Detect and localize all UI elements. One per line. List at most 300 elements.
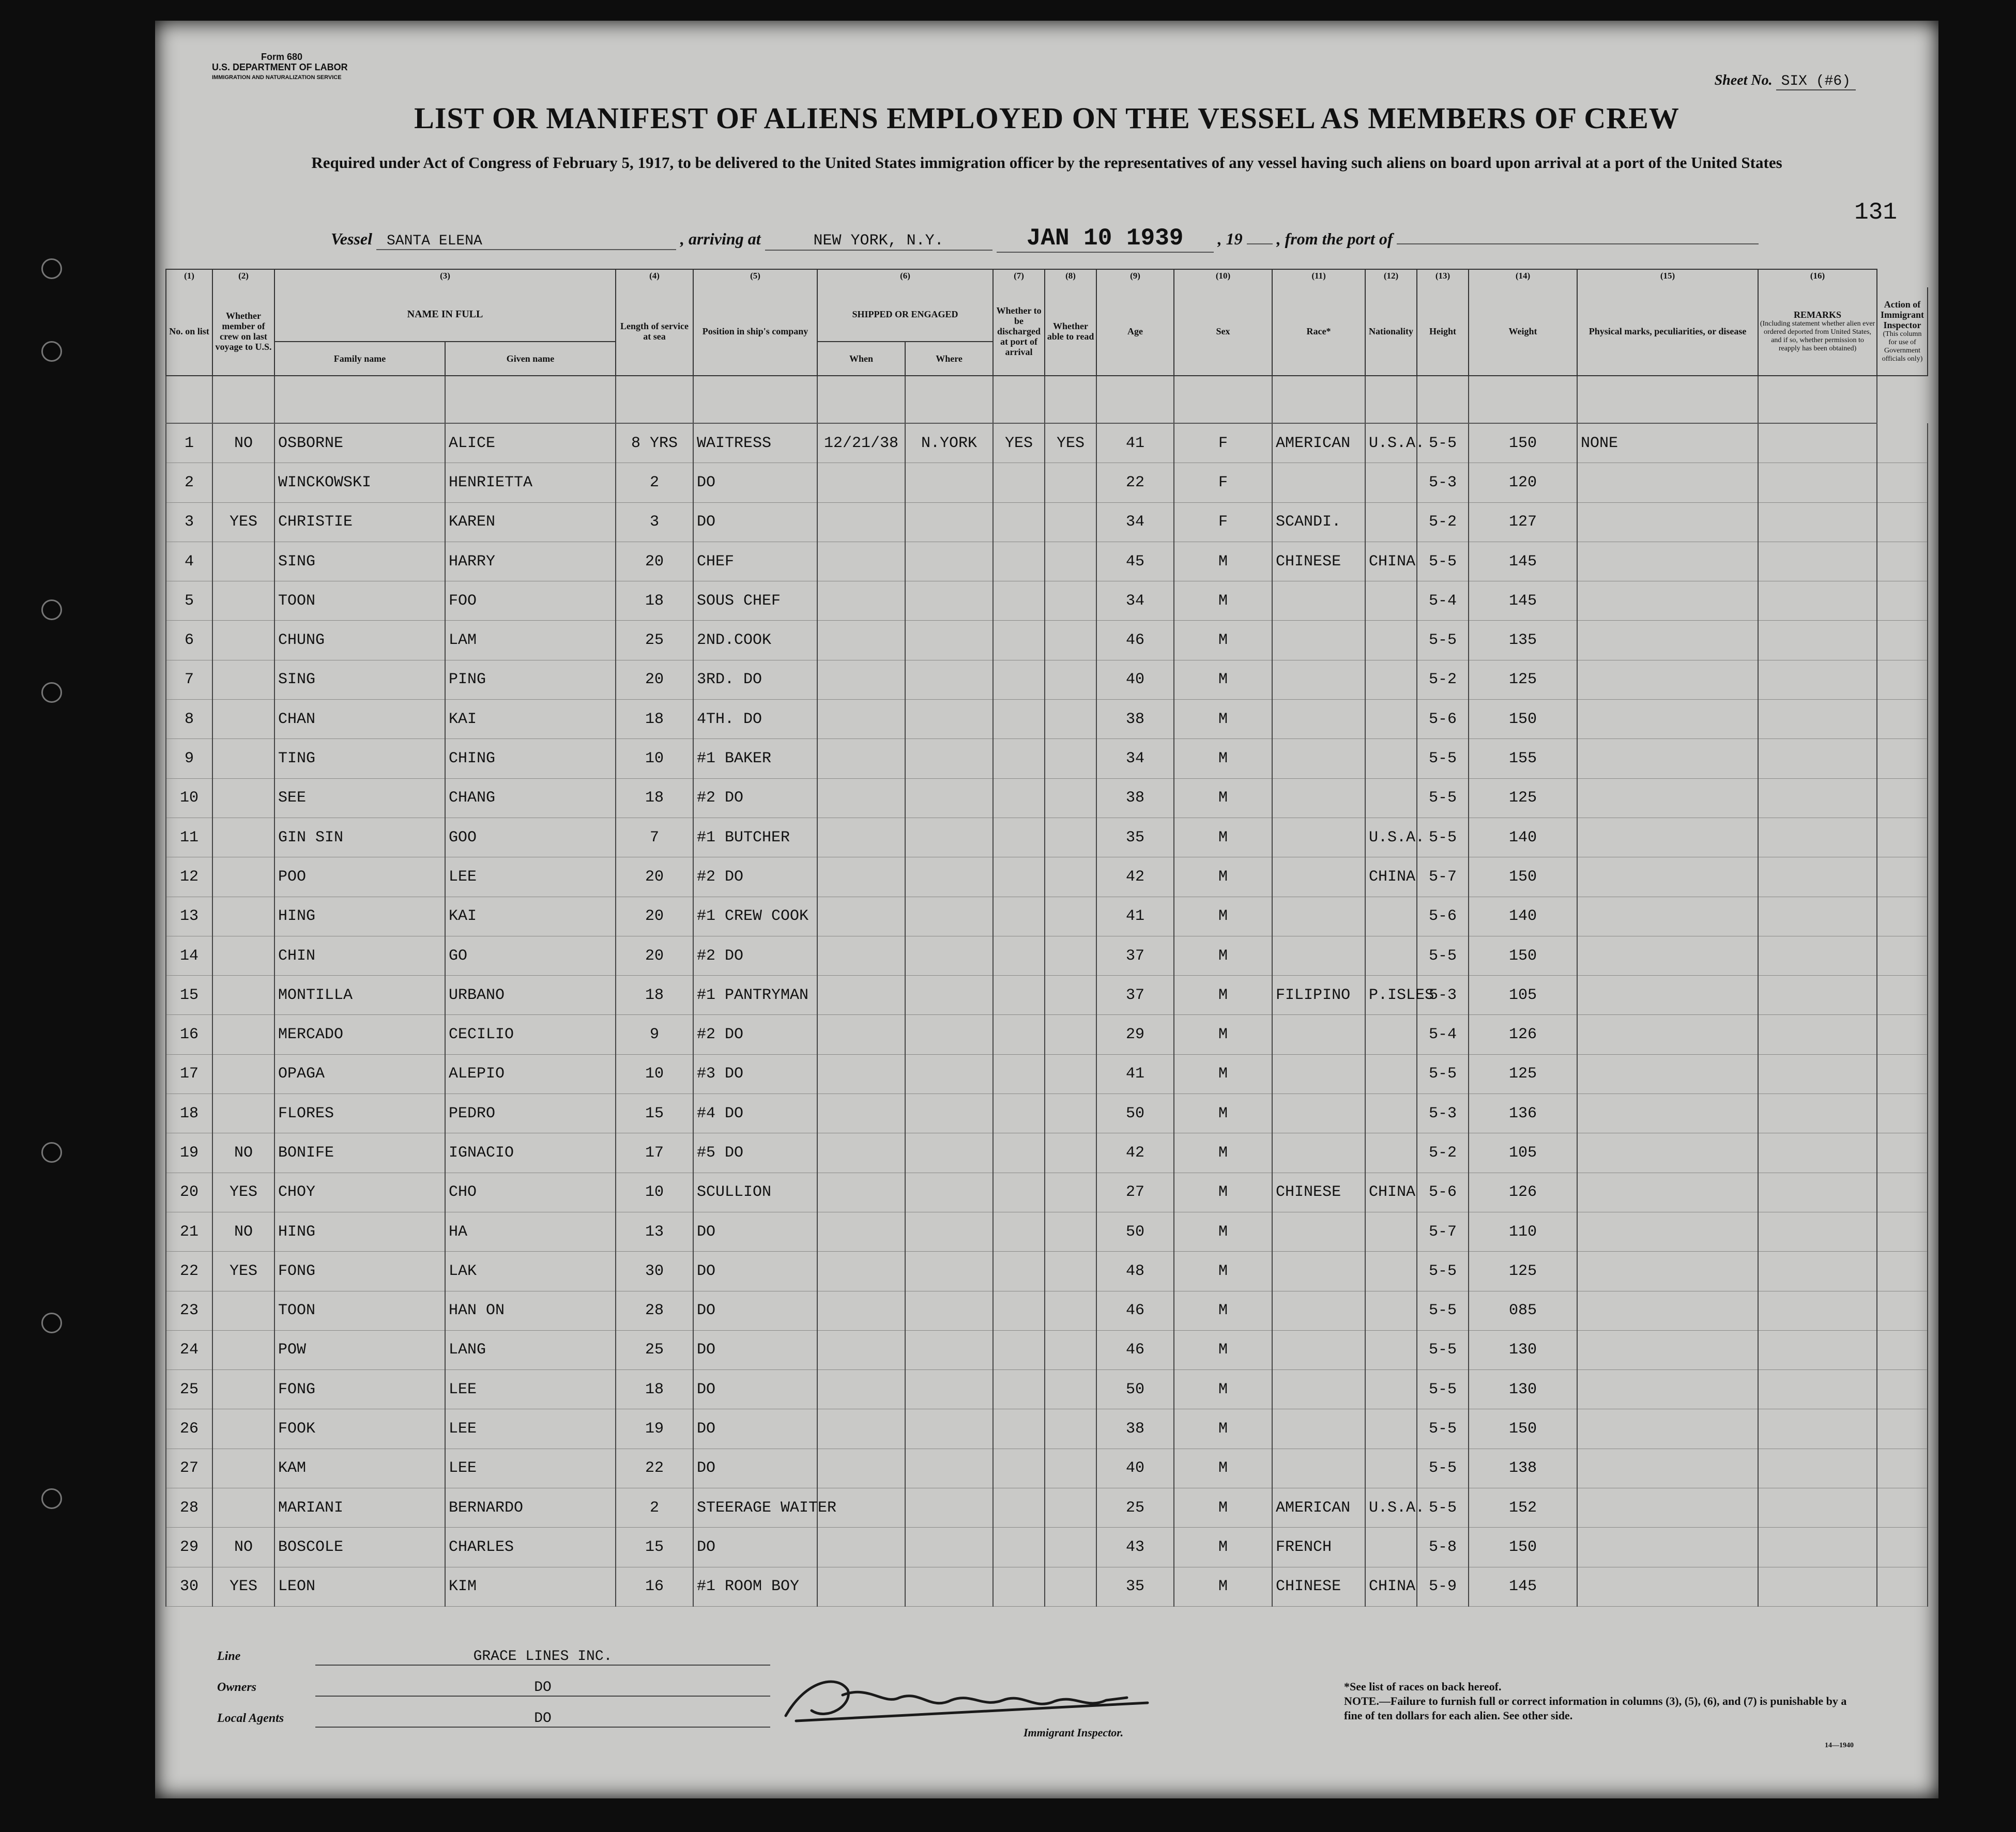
position-cell: DO xyxy=(693,1330,817,1369)
shipped-when-cell xyxy=(817,936,905,975)
weight-cell: 085 xyxy=(1469,1291,1577,1330)
owners-field xyxy=(217,1680,786,1697)
shipped-where-cell xyxy=(905,1094,993,1133)
sex-cell: M xyxy=(1174,700,1272,739)
to-be-discharged-cell xyxy=(993,502,1045,542)
member-last-voyage-cell: YES xyxy=(212,1173,274,1212)
remarks-cell xyxy=(1758,1054,1877,1094)
length-of-service-cell: 22 xyxy=(616,1449,693,1488)
col-marks-header: Physical marks, peculiarities, or disease xyxy=(1577,287,1758,376)
weight-cell: 126 xyxy=(1469,1015,1577,1054)
able-to-read-cell xyxy=(1045,1133,1096,1173)
weight-cell: 130 xyxy=(1469,1330,1577,1369)
sex-cell: M xyxy=(1174,1054,1272,1094)
inspector-action-cell xyxy=(1877,1488,1928,1528)
height-cell: 5-3 xyxy=(1417,976,1469,1015)
length-of-service-cell: 8 YRS xyxy=(616,423,693,463)
sex-cell: M xyxy=(1174,1409,1272,1449)
family-name-cell: TING xyxy=(274,739,445,778)
position-cell: DO xyxy=(693,1449,817,1488)
given-name-cell: GOO xyxy=(445,818,616,857)
col-family-header: Family name xyxy=(274,342,445,376)
binder-hole xyxy=(41,1313,62,1333)
sex-cell: F xyxy=(1174,423,1272,463)
nationality-cell: CHINA xyxy=(1365,857,1417,897)
given-name-cell: HENRIETTA xyxy=(445,463,616,502)
remarks-cell xyxy=(1758,1015,1877,1054)
position-cell: SOUS CHEF xyxy=(693,581,817,621)
length-of-service-cell: 20 xyxy=(616,936,693,975)
physical-marks-cell xyxy=(1577,542,1758,581)
inspector-action-cell xyxy=(1877,778,1928,818)
race-cell: AMERICAN xyxy=(1272,423,1365,463)
remarks-cell xyxy=(1758,778,1877,818)
shipped-when-cell xyxy=(817,542,905,581)
sex-cell: M xyxy=(1174,1528,1272,1567)
inspector-action-cell xyxy=(1877,897,1928,936)
to-be-discharged-cell xyxy=(993,1567,1045,1606)
action-title: Action of Immigrant Inspector xyxy=(1881,299,1925,330)
given-name-cell: CHO xyxy=(445,1173,616,1212)
able-to-read-cell xyxy=(1045,1054,1096,1094)
nationality-cell: CHINA xyxy=(1365,1567,1417,1606)
able-to-read-cell xyxy=(1045,1488,1096,1528)
able-to-read-cell xyxy=(1045,621,1096,660)
to-be-discharged-cell xyxy=(993,1449,1045,1488)
member-last-voyage-cell xyxy=(212,1409,274,1449)
race-cell xyxy=(1272,621,1365,660)
able-to-read-cell xyxy=(1045,778,1096,818)
length-of-service-cell: 9 xyxy=(616,1015,693,1054)
weight-cell: 145 xyxy=(1469,581,1577,621)
col-action-header xyxy=(1877,287,1928,376)
column-number-row xyxy=(166,269,1928,287)
row-number-cell: 11 xyxy=(166,818,212,857)
sex-cell: M xyxy=(1174,1370,1272,1409)
vessel-label: Vessel xyxy=(331,229,372,248)
remarks-cell xyxy=(1758,897,1877,936)
col-position-header: Position in ship's company xyxy=(693,287,817,376)
given-name-cell: CHING xyxy=(445,739,616,778)
nationality-cell: P.ISLES xyxy=(1365,976,1417,1015)
able-to-read-cell xyxy=(1045,463,1096,502)
given-name-cell: HARRY xyxy=(445,542,616,581)
remarks-cell xyxy=(1758,1449,1877,1488)
length-of-service-cell: 10 xyxy=(616,739,693,778)
member-last-voyage-cell xyxy=(212,463,274,502)
table-row xyxy=(166,1370,1928,1409)
weight-cell: 150 xyxy=(1469,423,1577,463)
row-number-cell: 6 xyxy=(166,621,212,660)
service-name: IMMIGRATION AND NATURALIZATION SERVICE xyxy=(212,74,342,81)
shipped-when-cell xyxy=(817,1449,905,1488)
inspector-action-cell xyxy=(1877,1330,1928,1369)
able-to-read-cell xyxy=(1045,1528,1096,1567)
position-cell: #1 BAKER xyxy=(693,739,817,778)
shipped-where-cell xyxy=(905,778,993,818)
race-cell xyxy=(1272,1015,1365,1054)
nationality-cell xyxy=(1365,1409,1417,1449)
shipped-when-cell xyxy=(817,1015,905,1054)
age-cell: 41 xyxy=(1096,897,1174,936)
shipped-where-cell xyxy=(905,1054,993,1094)
member-last-voyage-cell: YES xyxy=(212,1567,274,1606)
remarks-title: REMARKS xyxy=(1794,310,1842,320)
remarks-cell xyxy=(1758,1252,1877,1291)
table-row xyxy=(166,976,1928,1015)
height-cell: 5-4 xyxy=(1417,581,1469,621)
family-name-cell: POO xyxy=(274,857,445,897)
height-cell: 5-5 xyxy=(1417,423,1469,463)
family-name-cell: SING xyxy=(274,660,445,699)
shipped-when-cell xyxy=(817,463,905,502)
shipped-where-cell xyxy=(905,463,993,502)
sex-cell: M xyxy=(1174,1330,1272,1369)
year-field xyxy=(1247,243,1273,244)
given-name-cell: PEDRO xyxy=(445,1094,616,1133)
given-name-cell: CECILIO xyxy=(445,1015,616,1054)
remarks-cell xyxy=(1758,1173,1877,1212)
height-cell: 5-2 xyxy=(1417,1133,1469,1173)
family-name-cell: FONG xyxy=(274,1370,445,1409)
binder-hole xyxy=(41,1142,62,1163)
shipped-when-cell xyxy=(817,739,905,778)
shipped-when-cell: 12/21/38 xyxy=(817,423,905,463)
to-be-discharged-cell xyxy=(993,621,1045,660)
able-to-read-cell xyxy=(1045,1409,1096,1449)
table-row xyxy=(166,897,1928,936)
from-port-label: , from the port of xyxy=(1276,229,1393,248)
table-row xyxy=(166,1133,1928,1173)
race-cell xyxy=(1272,1252,1365,1291)
race-cell xyxy=(1272,1133,1365,1173)
binder-hole xyxy=(41,1488,62,1509)
height-cell: 5-6 xyxy=(1417,700,1469,739)
row-number-cell: 12 xyxy=(166,857,212,897)
year-label: , 19 xyxy=(1217,229,1243,248)
length-of-service-cell: 17 xyxy=(616,1133,693,1173)
race-cell xyxy=(1272,818,1365,857)
member-last-voyage-cell xyxy=(212,936,274,975)
age-cell: 50 xyxy=(1096,1094,1174,1133)
physical-marks-cell xyxy=(1577,818,1758,857)
able-to-read-cell xyxy=(1045,1252,1096,1291)
manifest-sheet xyxy=(155,21,1938,1798)
nationality-cell xyxy=(1365,700,1417,739)
sex-cell: M xyxy=(1174,1094,1272,1133)
line-field xyxy=(217,1649,786,1666)
position-cell: #1 ROOM BOY xyxy=(693,1567,817,1606)
physical-marks-cell xyxy=(1577,1330,1758,1369)
to-be-discharged-cell xyxy=(993,700,1045,739)
member-last-voyage-cell: NO xyxy=(212,1133,274,1173)
table-row xyxy=(166,423,1928,463)
able-to-read-cell xyxy=(1045,1291,1096,1330)
sex-cell: M xyxy=(1174,936,1272,975)
colnum: (4) xyxy=(616,269,693,287)
binder-hole xyxy=(41,258,62,279)
row-number-cell: 1 xyxy=(166,423,212,463)
sex-cell: M xyxy=(1174,1449,1272,1488)
age-cell: 48 xyxy=(1096,1252,1174,1291)
height-cell: 5-6 xyxy=(1417,1173,1469,1212)
to-be-discharged-cell xyxy=(993,1488,1045,1528)
to-be-discharged-cell xyxy=(993,857,1045,897)
colnum: (1) xyxy=(166,269,212,287)
physical-marks-cell xyxy=(1577,936,1758,975)
age-cell: 34 xyxy=(1096,502,1174,542)
weight-cell: 126 xyxy=(1469,1173,1577,1212)
able-to-read-cell xyxy=(1045,1330,1096,1369)
col-when-header: When xyxy=(817,342,905,376)
table-row xyxy=(166,857,1928,897)
position-cell: DO xyxy=(693,1528,817,1567)
height-cell: 5-5 xyxy=(1417,621,1469,660)
row-number-cell: 23 xyxy=(166,1291,212,1330)
shipped-when-cell xyxy=(817,778,905,818)
arrival-date-stamp: JAN 10 1939 xyxy=(997,225,1214,253)
arriving-label: , arriving at xyxy=(680,229,761,248)
inspector-action-cell xyxy=(1877,502,1928,542)
col-name-header: NAME IN FULL xyxy=(274,287,616,342)
shipped-where-cell xyxy=(905,542,993,581)
to-be-discharged-cell xyxy=(993,542,1045,581)
physical-marks-cell xyxy=(1577,1094,1758,1133)
to-be-discharged-cell xyxy=(993,1133,1045,1173)
colnum: (12) xyxy=(1365,269,1417,287)
to-be-discharged-cell xyxy=(993,1252,1045,1291)
shipped-when-cell xyxy=(817,1409,905,1449)
row-number-cell: 3 xyxy=(166,502,212,542)
row-number-cell: 27 xyxy=(166,1449,212,1488)
nationality-cell xyxy=(1365,1330,1417,1369)
physical-marks-cell xyxy=(1577,1252,1758,1291)
height-cell: 5-5 xyxy=(1417,1488,1469,1528)
member-last-voyage-cell: NO xyxy=(212,1528,274,1567)
inspector-action-cell xyxy=(1877,976,1928,1015)
race-cell xyxy=(1272,660,1365,699)
length-of-service-cell: 28 xyxy=(616,1291,693,1330)
col-given-header: Given name xyxy=(445,342,616,376)
height-cell: 5-9 xyxy=(1417,1567,1469,1606)
table-row xyxy=(166,621,1928,660)
weight-cell: 125 xyxy=(1469,778,1577,818)
family-name-cell: HING xyxy=(274,1212,445,1251)
race-cell xyxy=(1272,1094,1365,1133)
sex-cell: M xyxy=(1174,1212,1272,1251)
physical-marks-cell xyxy=(1577,502,1758,542)
age-cell: 25 xyxy=(1096,1488,1174,1528)
shipped-when-cell xyxy=(817,1330,905,1369)
shipped-where-cell xyxy=(905,1370,993,1409)
crew-rows xyxy=(166,376,1928,1606)
remarks-cell xyxy=(1758,700,1877,739)
position-cell: #3 DO xyxy=(693,1054,817,1094)
position-cell: DO xyxy=(693,1291,817,1330)
remarks-cell xyxy=(1758,660,1877,699)
nationality-cell xyxy=(1365,621,1417,660)
length-of-service-cell: 20 xyxy=(616,857,693,897)
sex-cell: M xyxy=(1174,778,1272,818)
to-be-discharged-cell xyxy=(993,936,1045,975)
sex-cell: M xyxy=(1174,581,1272,621)
inspector-action-cell xyxy=(1877,1567,1928,1606)
to-be-discharged-cell xyxy=(993,1291,1045,1330)
nationality-cell xyxy=(1365,778,1417,818)
family-name-cell: HING xyxy=(274,897,445,936)
age-cell: 43 xyxy=(1096,1528,1174,1567)
colnum: (11) xyxy=(1272,269,1365,287)
colnum: (13) xyxy=(1417,269,1469,287)
race-cell xyxy=(1272,1212,1365,1251)
vessel-name: SANTA ELENA xyxy=(376,233,676,250)
length-of-service-cell: 18 xyxy=(616,976,693,1015)
race-cell xyxy=(1272,1370,1365,1409)
to-be-discharged-cell xyxy=(993,1094,1045,1133)
col-read-header: Whether able to read xyxy=(1045,287,1096,376)
remarks-cell xyxy=(1758,857,1877,897)
shipped-where-cell xyxy=(905,700,993,739)
shipped-where-cell xyxy=(905,1173,993,1212)
member-last-voyage-cell xyxy=(212,1054,274,1094)
member-last-voyage-cell xyxy=(212,897,274,936)
footnote xyxy=(1344,1680,1861,1723)
sex-cell: M xyxy=(1174,739,1272,778)
family-name-cell: LEON xyxy=(274,1567,445,1606)
member-last-voyage-cell: NO xyxy=(212,423,274,463)
agents-field xyxy=(217,1711,786,1728)
nationality-cell xyxy=(1365,1212,1417,1251)
shipped-where-cell xyxy=(905,1567,993,1606)
family-name-cell: KAM xyxy=(274,1449,445,1488)
physical-marks-cell xyxy=(1577,1567,1758,1606)
shipped-where-cell xyxy=(905,1252,993,1291)
line-value: GRACE LINES INC. xyxy=(315,1649,770,1666)
age-cell: 46 xyxy=(1096,621,1174,660)
col-nationality-header: Nationality xyxy=(1365,287,1417,376)
shipped-when-cell xyxy=(817,1212,905,1251)
inspector-action-cell xyxy=(1877,660,1928,699)
shipped-when-cell xyxy=(817,502,905,542)
colnum: (10) xyxy=(1174,269,1272,287)
colnum: (3) xyxy=(274,269,616,287)
family-name-cell: BONIFE xyxy=(274,1133,445,1173)
col-no-header: No. on list xyxy=(166,287,212,376)
length-of-service-cell: 15 xyxy=(616,1528,693,1567)
weight-cell: 136 xyxy=(1469,1094,1577,1133)
shipped-when-cell xyxy=(817,857,905,897)
shipped-where-cell xyxy=(905,660,993,699)
given-name-cell: URBANO xyxy=(445,976,616,1015)
age-cell: 46 xyxy=(1096,1291,1174,1330)
remarks-note: (Including statement whether alien ever ordered deported from United States, and if so, whether permission to reapply has been obtained) xyxy=(1760,320,1875,352)
height-cell: 5-5 xyxy=(1417,1291,1469,1330)
member-last-voyage-cell xyxy=(212,1370,274,1409)
inspector-action-cell xyxy=(1877,1370,1928,1409)
able-to-read-cell xyxy=(1045,1212,1096,1251)
able-to-read-cell xyxy=(1045,818,1096,857)
remarks-cell xyxy=(1758,1488,1877,1528)
col-length-header: Length of service at sea xyxy=(616,287,693,376)
inspector-action-cell xyxy=(1877,700,1928,739)
table-row xyxy=(166,739,1928,778)
member-last-voyage-cell xyxy=(212,778,274,818)
able-to-read-cell xyxy=(1045,936,1096,975)
member-last-voyage-cell xyxy=(212,660,274,699)
physical-marks-cell xyxy=(1577,1488,1758,1528)
binder-hole xyxy=(41,682,62,703)
table-row xyxy=(166,818,1928,857)
race-cell xyxy=(1272,1409,1365,1449)
weight-cell: 130 xyxy=(1469,1370,1577,1409)
nationality-cell xyxy=(1365,739,1417,778)
table-row xyxy=(166,1212,1928,1251)
race-cell: CHINESE xyxy=(1272,1567,1365,1606)
page-subtitle: Required under Act of Congress of February 5, 1917, to be delivered to the United States immigration officer by the representatives of any vessel having such aliens on board upon arrival at a port of the United States xyxy=(311,153,1782,172)
given-name-cell: CHARLES xyxy=(445,1528,616,1567)
able-to-read-cell xyxy=(1045,1094,1096,1133)
sex-cell: M xyxy=(1174,1133,1272,1173)
position-cell: #4 DO xyxy=(693,1094,817,1133)
colnum: (8) xyxy=(1045,269,1096,287)
nationality-cell xyxy=(1365,660,1417,699)
col-race-header: Race* xyxy=(1272,287,1365,376)
position-cell: #2 DO xyxy=(693,778,817,818)
position-cell: DO xyxy=(693,1252,817,1291)
length-of-service-cell: 3 xyxy=(616,502,693,542)
row-number-cell: 15 xyxy=(166,976,212,1015)
given-name-cell: LAM xyxy=(445,621,616,660)
able-to-read-cell xyxy=(1045,502,1096,542)
given-name-cell: CHANG xyxy=(445,778,616,818)
given-name-cell: LAK xyxy=(445,1252,616,1291)
inspector-action-cell xyxy=(1877,1409,1928,1449)
nationality-cell: CHINA xyxy=(1365,1173,1417,1212)
position-cell: DO xyxy=(693,1370,817,1409)
able-to-read-cell xyxy=(1045,1015,1096,1054)
race-cell xyxy=(1272,936,1365,975)
able-to-read-cell xyxy=(1045,857,1096,897)
remarks-cell xyxy=(1758,581,1877,621)
weight-cell: 140 xyxy=(1469,897,1577,936)
shipped-when-cell xyxy=(817,818,905,857)
age-cell: 34 xyxy=(1096,581,1174,621)
physical-marks-cell: NONE xyxy=(1577,423,1758,463)
height-cell: 5-5 xyxy=(1417,1449,1469,1488)
shipped-when-cell xyxy=(817,621,905,660)
to-be-discharged-cell xyxy=(993,1054,1045,1094)
shipped-where-cell xyxy=(905,1409,993,1449)
to-be-discharged-cell xyxy=(993,1212,1045,1251)
sheet-number-value: SIX (#6) xyxy=(1776,73,1856,90)
sex-cell: M xyxy=(1174,897,1272,936)
weight-cell: 150 xyxy=(1469,936,1577,975)
able-to-read-cell xyxy=(1045,660,1096,699)
height-cell: 5-7 xyxy=(1417,1212,1469,1251)
age-cell: 45 xyxy=(1096,542,1174,581)
blank-row xyxy=(166,376,1928,423)
remarks-cell xyxy=(1758,936,1877,975)
height-cell: 5-5 xyxy=(1417,818,1469,857)
age-cell: 35 xyxy=(1096,1567,1174,1606)
colnum: (5) xyxy=(693,269,817,287)
physical-marks-cell xyxy=(1577,1449,1758,1488)
sheet-number-label: Sheet No. xyxy=(1714,72,1773,88)
nationality-cell xyxy=(1365,1252,1417,1291)
physical-marks-cell xyxy=(1577,621,1758,660)
age-cell: 40 xyxy=(1096,660,1174,699)
colnum: (6) xyxy=(817,269,993,287)
